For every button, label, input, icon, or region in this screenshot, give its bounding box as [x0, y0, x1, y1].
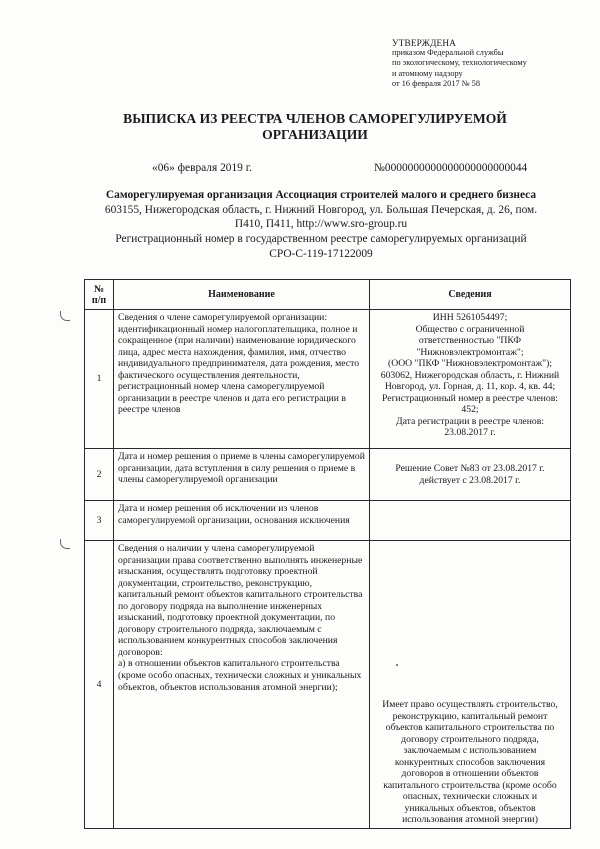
row-info	[370, 449, 571, 501]
row-name	[114, 541, 370, 829]
header-name: Наименование	[114, 280, 370, 310]
approval-line: по экологическому, технологическому	[392, 58, 527, 68]
info-line: конкурентных способов заключения	[394, 756, 546, 768]
header-info: Сведения	[370, 280, 571, 310]
approval-line: и атомному надзору	[392, 68, 463, 78]
info-line: использования атомной энергии)	[402, 814, 538, 826]
info-line: Решение Совет №83 от 23.08.2017 г.	[395, 462, 545, 474]
row-number: 2	[85, 449, 114, 501]
registry-number: СРО-С-119-17122009	[269, 247, 373, 260]
table-header-row	[85, 280, 571, 310]
info-line: 452;	[461, 404, 479, 416]
info-line: ИНН 5261054497;	[432, 312, 508, 323]
header-num: № п/п	[85, 280, 114, 310]
title-line: ВЫПИСКА ИЗ РЕЕСТРА ЧЛЕНОВ САМОРЕГУЛИРУЕМОЙ	[123, 111, 507, 126]
info-line: договоров в отношении объектов	[401, 768, 539, 780]
info-line: объектов капитального строительства по	[385, 722, 555, 734]
info-line: договору строительного подряда,	[401, 733, 539, 745]
row-name: Сведения о члене саморегулируемой организации: идентификационный номер налогоплательщика, полное и сокращенное (при наличии) наименование юридического лица, адрес места нахождения, фамилия, имя, отчество индивидуального предпринимателя, дата рождения, место фактического осуществления деятельности, регистрационный номер члена саморегулируемой организации в реестре членов и дата его регистрации в реестре членов	[114, 310, 370, 449]
row-info	[370, 310, 571, 449]
info-line: уникальных объектов, объектов	[404, 802, 536, 814]
registry-table	[84, 279, 571, 829]
registry-label: Регистрационный номер в государственном реестре саморегулируемых организаций	[115, 233, 527, 246]
row-info-empty	[370, 501, 571, 541]
table-row	[85, 449, 571, 501]
title-line: ОРГАНИЗАЦИИ	[262, 127, 368, 142]
approval-stamp	[392, 38, 527, 89]
info-line: опасных, технически сложных и	[402, 791, 538, 803]
info-line: Имеет право осуществлять строительство,	[382, 698, 558, 710]
row-number: 3	[85, 501, 114, 541]
approval-head: УТВЕРЖДЕНА	[392, 38, 457, 48]
info-line: 23.08.2017 г.	[444, 427, 496, 439]
row-name-sub: а) в отношении объектов капитального строительства (кроме особо опасных, технически сложных и уникальных объектов, объектов использования атомной энергии);	[118, 658, 362, 693]
info-line: действует с 23.08.2017 г.	[419, 474, 521, 486]
info-line: ответственностью "ПКФ	[418, 335, 522, 347]
document-title	[90, 111, 540, 143]
info-line: реконструкцию, капитальный ремонт	[392, 710, 548, 722]
info-line: Дата регистрации в реестре членов:	[396, 415, 544, 427]
approval-line: приказом Федеральной службы	[392, 48, 504, 58]
info-line: Регистрационный номер в реестре членов:	[382, 392, 558, 404]
row-name: Дата и номер решения о приеме в члены саморегулируемой организации, дата вступления в силу решения о приеме в члены саморегулируемой организации	[114, 449, 370, 501]
table-row	[85, 501, 571, 541]
info-line: 603062, Нижегородская область, г. Нижний	[380, 369, 560, 381]
info-line: заключаемым с использованием	[403, 745, 537, 757]
info-line: Общество с ограниченной	[415, 323, 525, 335]
document-number: №0000000000000000000000044	[374, 162, 528, 174]
row-number: 4	[85, 541, 114, 829]
organization-name: Саморегулируемая организация Ассоциация строителей малого и среднего бизнеса	[105, 189, 537, 201]
scan-mark	[60, 311, 70, 321]
row-info	[370, 541, 571, 829]
document-date: «06» февраля 2019 г.	[152, 162, 252, 174]
organization-block	[86, 188, 556, 262]
row-number: 1	[85, 310, 114, 449]
scan-mark	[60, 539, 70, 549]
table-row	[85, 310, 571, 449]
info-line: (ООО "ПКФ "Нижновэлектромонтаж");	[387, 358, 553, 370]
approval-line: от 16 февраля 2017 № 58	[392, 78, 480, 88]
table-row	[85, 541, 571, 829]
row-name: Дата и номер решения об исключении из членов саморегулируемой организации, основания исключения	[114, 501, 370, 541]
info-line: "Нижновэлектромонтаж";	[416, 346, 524, 358]
row-name-main: Сведения о наличии у члена саморегулируемой организации права соответственно выполнять инженерные изыскания, осуществлять подготовку проектной документации, строительство, реконструкцию, капитальный ремонт объектов капитального строительства по договору подряда на выполнение инженерных изысканий, подготовку проектной документации, по договору строительного подряда, заключаемым с использованием конкурентных способов заключения договоров:	[118, 543, 363, 658]
organization-address-cont: П410, П411, http://www.sro-group.ru	[234, 218, 408, 231]
info-line: капитального строительства (кроме особо	[383, 779, 557, 791]
organization-address: 603155, Нижегородская область, г. Нижний Новгород, ул. Большая Печерская, д. 26, пом.	[104, 203, 538, 216]
info-line: Новгород, ул. Горная, д. 11, кор. 4, кв. 44;	[384, 381, 556, 393]
